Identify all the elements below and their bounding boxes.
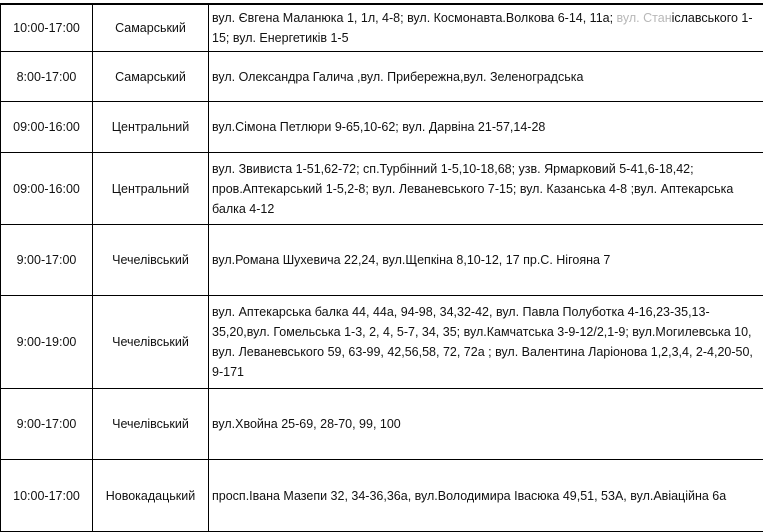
streets-cell: вул.Романа Шухевича 22,24, вул.Щепкіна 8,10-12, 17 пр.С. Нігояна 7 [209,225,763,296]
streets-text-faded: вул. Стан [617,11,672,25]
district-cell: Самарський [93,5,209,52]
time-cell: 9:00-17:00 [1,225,93,296]
district-cell: Чечелівський [93,296,209,389]
time-cell: 10:00-17:00 [1,5,93,52]
streets-cell: вул.Сімона Петлюри 9-65,10-62; вул. Дарвіна 21-57,14-28 [209,102,763,153]
time-cell: 8:00-17:00 [1,52,93,102]
district-cell: Чечелівський [93,225,209,296]
table-row [1,52,763,102]
district-cell: Центральний [93,153,209,225]
district-cell: Новокадацький [93,460,209,532]
time-cell: 10:00-17:00 [1,460,93,532]
time-cell: 9:00-19:00 [1,296,93,389]
table-row [1,389,763,460]
streets-cell: вул.Хвойна 25-69, 28-70, 99, 100 [209,389,763,460]
table-row [1,460,763,532]
table-row [1,225,763,296]
table-row [1,102,763,153]
outage-schedule-table [0,4,763,532]
time-cell: 09:00-16:00 [1,153,93,225]
time-cell: 09:00-16:00 [1,102,93,153]
streets-cell: вул. Олександра Галича ,вул. Прибережна,вул. Зеленоградська [209,52,763,102]
table-row [1,296,763,389]
table-row [1,153,763,225]
streets-cell: вул. Аптекарська балка 44, 44а, 94-98, 34,32-42, вул. Павла Полуботка 4-16,23-35,13-35,20,вул. Гомельська 1-3, 2, 4, 5-7, 34, 35; вул.Камчатська 3-9-12/2,1-9; вул.Могилевська 10, вул. Леваневського 59, 63-99, 42,56,58, 72, 72а ; вул. Валентина Ларіонова 1,2,3,4, 2-4,20-50, 9-171 [209,296,763,389]
district-cell: Центральний [93,102,209,153]
table-row [1,5,763,52]
streets-text: вул. Євгена Маланюка 1, 1л, 4-8; вул. Космонавта.Волкова 6-14, 11а; [212,11,617,25]
streets-cell [209,5,763,52]
district-cell: Самарський [93,52,209,102]
time-cell: 9:00-17:00 [1,389,93,460]
district-cell: Чечелівський [93,389,209,460]
streets-text-tail: іславського 1-15; вул. Енергетиків 1-5 [212,11,753,45]
streets-cell: вул. Звивиста 1-51,62-72; сп.Турбінний 1-5,10-18,68; узв. Ярмарковий 5-41,6-18,42; пров.Аптекарський 1-5,2-8; вул. Леваневського 7-15; вул. Казанська 4-8 ;вул. Аптекарська балка 4-12 [209,153,763,225]
streets-cell: просп.Івана Мазепи 32, 34-36,36а, вул.Володимира Івасюка 49,51, 53А, вул.Авіаційна 6а [209,460,763,532]
